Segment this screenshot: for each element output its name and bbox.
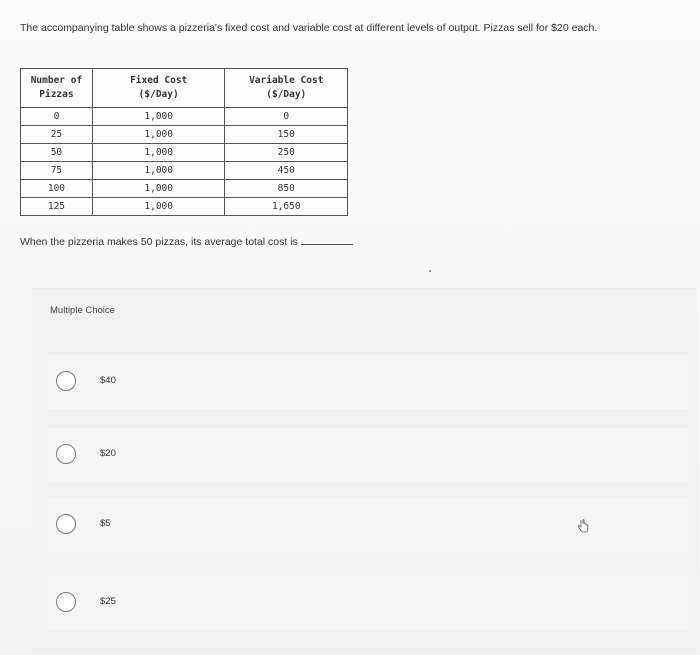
cell-pizzas: 0 [21, 108, 93, 126]
table-row [21, 180, 348, 198]
answer-option-1[interactable] [48, 355, 688, 409]
cell-fixed: 1,000 [92, 198, 225, 216]
cell-pizzas: 25 [21, 126, 93, 144]
table-header-row [21, 69, 348, 108]
pointer-cursor-icon [577, 519, 589, 533]
table-row [21, 126, 348, 144]
cost-table [20, 68, 348, 216]
cell-pizzas: 50 [21, 144, 93, 162]
question-intro: The accompanying table shows a pizzeria's fixed cost and variable cost at different levels of output. Pizzas sell for $20 each. [20, 22, 598, 34]
radio-button[interactable] [56, 444, 76, 464]
cell-pizzas: 75 [21, 162, 93, 180]
option-label: $5 [100, 518, 111, 529]
header-variable-cost: Variable Cost ($/Day) [225, 69, 348, 108]
table-row [21, 162, 348, 180]
header-fixed-cost: Fixed Cost ($/Day) [92, 69, 225, 108]
table-row [21, 198, 348, 216]
cell-fixed: 1,000 [92, 180, 225, 198]
cell-variable: 150 [225, 126, 348, 144]
answer-blank [301, 244, 353, 245]
question-prompt [20, 236, 353, 248]
table-row [21, 144, 348, 162]
cell-fixed: 1,000 [92, 144, 225, 162]
radio-button[interactable] [56, 592, 76, 612]
option-label: $20 [100, 448, 116, 459]
cell-pizzas: 100 [21, 180, 93, 198]
radio-button[interactable] [56, 514, 76, 534]
cell-variable: 850 [225, 180, 348, 198]
option-label: $25 [100, 596, 116, 607]
answer-option-4[interactable] [48, 576, 688, 630]
question-prompt-text: When the pizzeria makes 50 pizzas, its average total cost is [20, 236, 298, 248]
cost-table-container [20, 68, 350, 216]
answer-option-2[interactable] [48, 428, 688, 482]
option-label: $40 [100, 375, 116, 386]
cell-fixed: 1,000 [92, 162, 225, 180]
cell-pizzas: 125 [21, 198, 93, 216]
cell-variable: 1,650 [225, 198, 348, 216]
cell-variable: 250 [225, 144, 348, 162]
multiple-choice-label: Multiple Choice [50, 305, 115, 316]
stray-dot [429, 270, 431, 272]
table-row [21, 108, 348, 126]
header-pizzas: Number of Pizzas [21, 69, 93, 108]
cell-variable: 0 [225, 108, 348, 126]
cell-fixed: 1,000 [92, 108, 225, 126]
radio-button[interactable] [56, 371, 76, 391]
answer-option-3[interactable] [48, 498, 688, 552]
cell-variable: 450 [225, 162, 348, 180]
cell-fixed: 1,000 [92, 126, 225, 144]
